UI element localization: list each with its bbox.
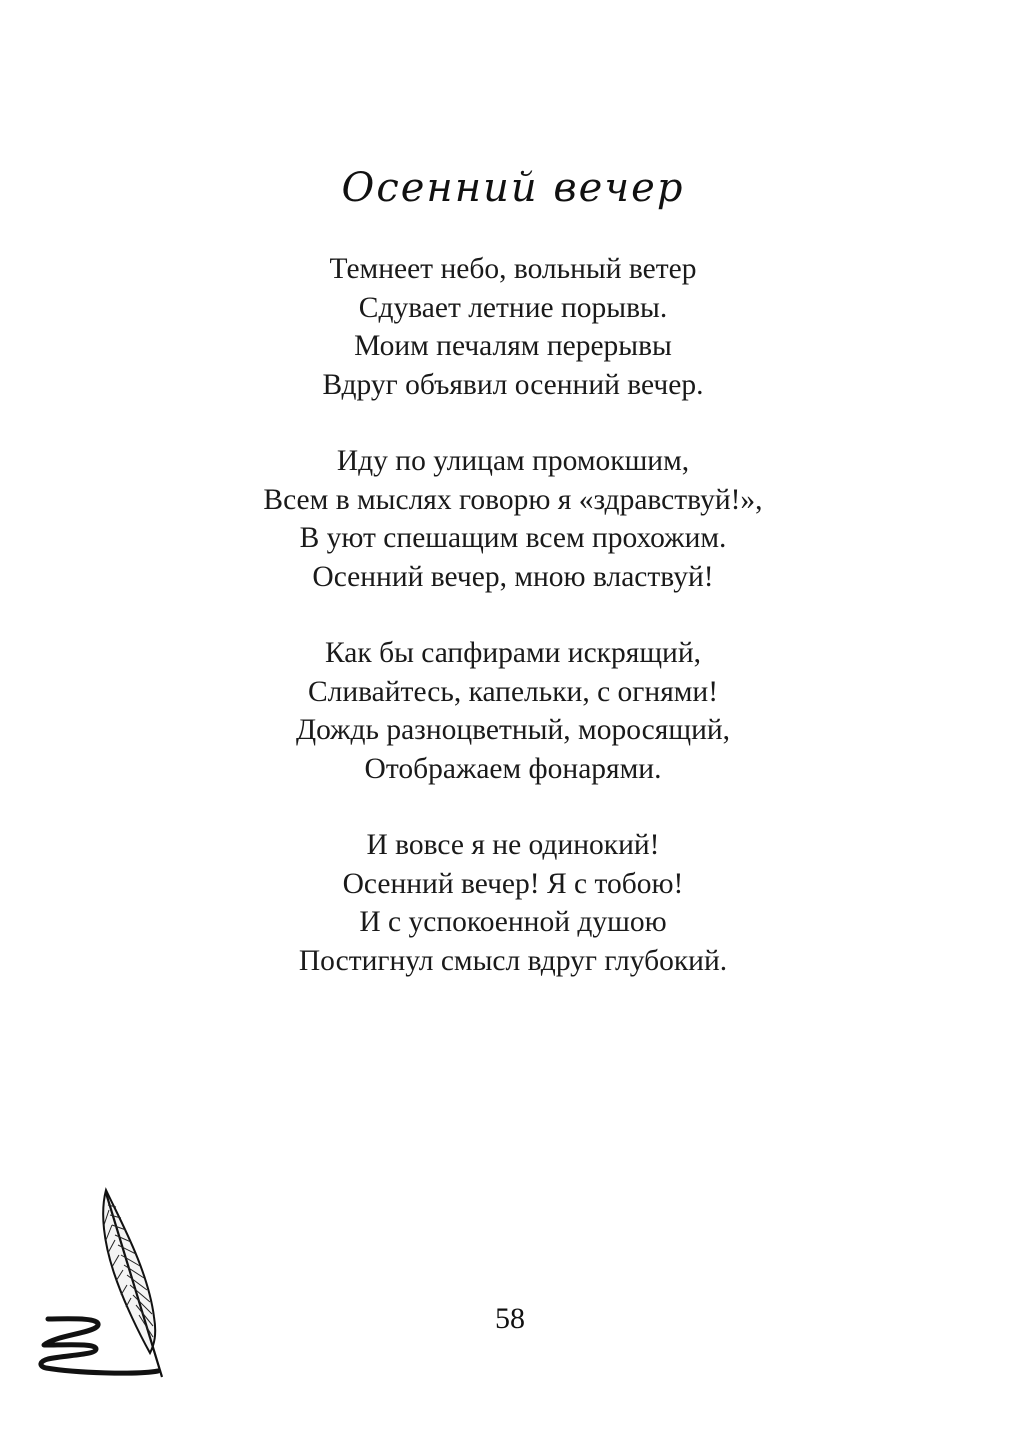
- poem-line: Всем в мыслях говорю я «здравствуй!»,: [263, 483, 763, 516]
- poem-line: Вдруг объявил осенний вечер.: [322, 368, 704, 401]
- page-number: 58: [495, 1302, 525, 1335]
- poem-body: [0, 250, 1026, 1018]
- poem-title: Осенний вечер: [341, 165, 685, 211]
- poem-line: Осенний вечер! Я с тобою!: [342, 867, 684, 900]
- poem-line: Моим печалям перерывы: [354, 330, 672, 362]
- stanza-4: [0, 826, 1026, 980]
- poem-line: Темнеет небо, вольный ветер: [329, 253, 697, 285]
- poem-line: В уют спешащим всем прохожим.: [299, 522, 727, 554]
- poem-line: Как бы сапфирами искрящий,: [324, 637, 701, 669]
- stanza-1: [0, 250, 1026, 404]
- poem-line: Осенний вечер, мною властвуй!: [312, 560, 714, 593]
- poem-line: Дождь разноцветный, моросящий,: [295, 714, 731, 746]
- poem-line: Сливайтесь, капельки, с огнями!: [307, 675, 719, 708]
- stanza-2: [0, 442, 1026, 596]
- stanza-3: [0, 634, 1026, 788]
- poem-line: Иду по улицам промокшим,: [336, 445, 690, 477]
- poem-line: Сдувает летние порывы.: [358, 291, 668, 324]
- quill-pen-icon: [36, 1185, 176, 1385]
- poem-line: Отображаем фонарями.: [364, 752, 662, 785]
- poem-line: И с успокоенной душою: [359, 906, 667, 938]
- poem-line: Постигнул смысл вдруг глубокий.: [298, 944, 728, 977]
- poem-line: И вовсе я не одинокий!: [366, 829, 660, 861]
